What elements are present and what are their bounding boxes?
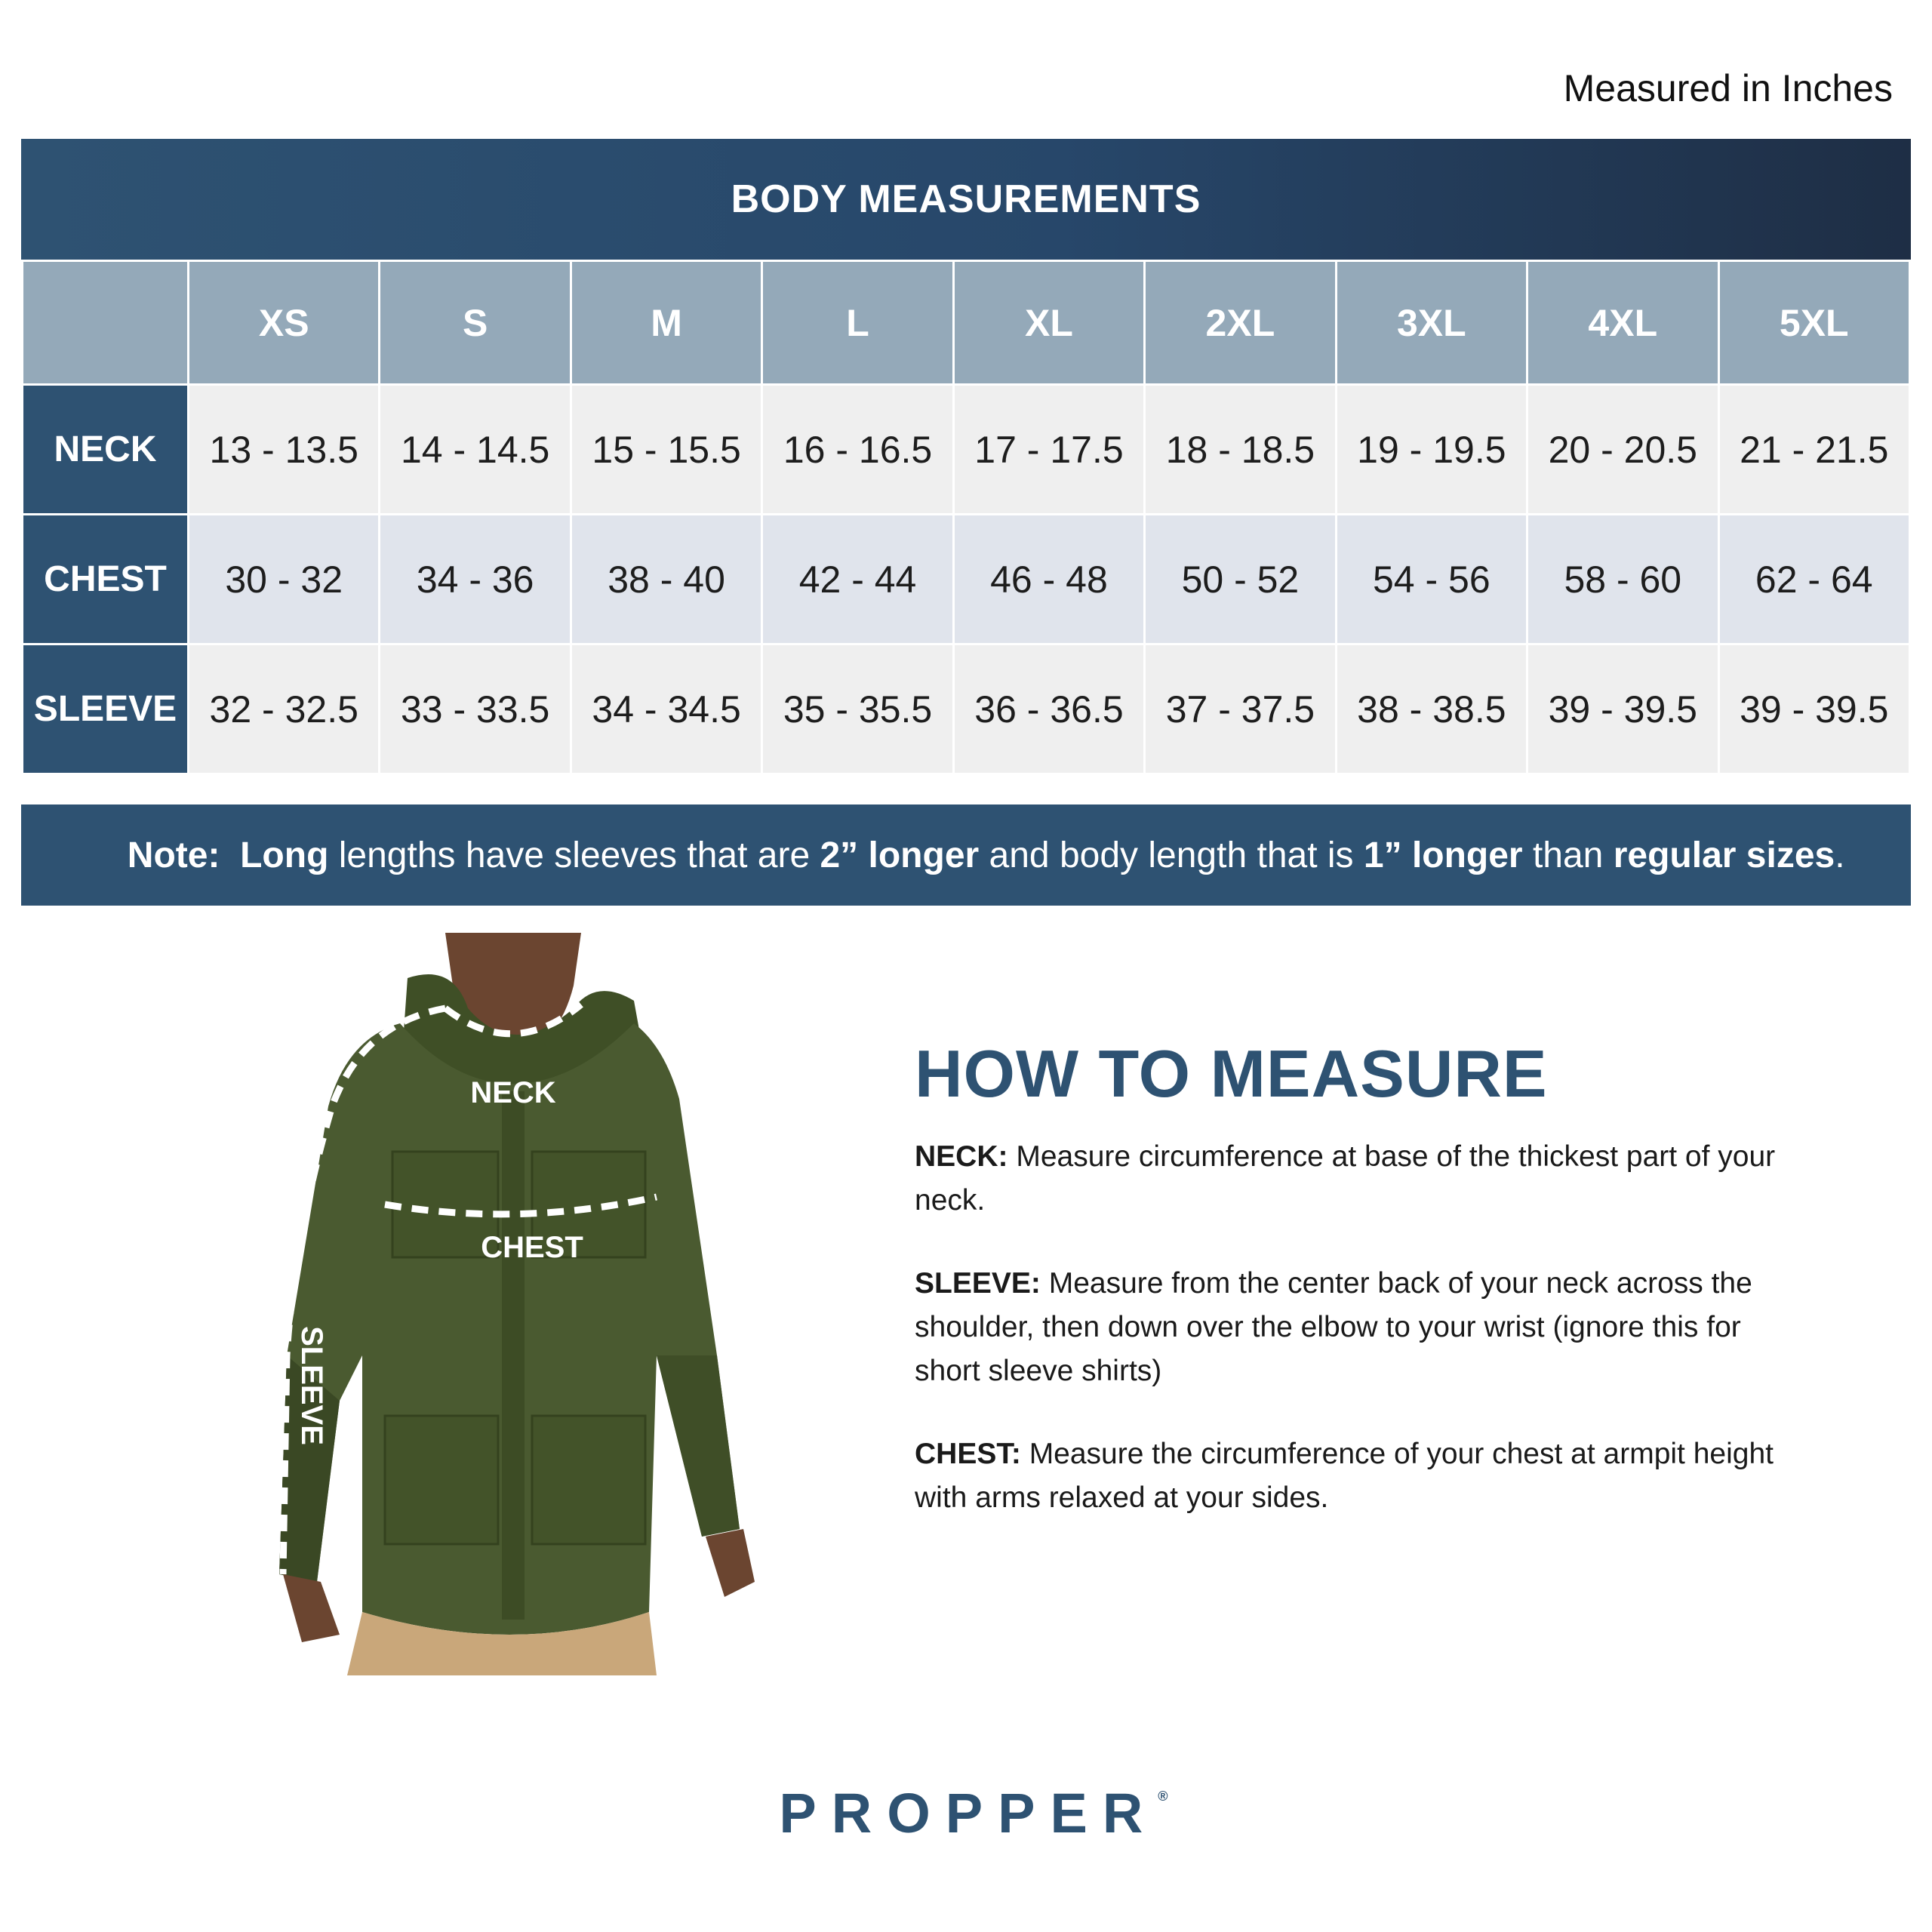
instruction-term: SLEEVE: bbox=[915, 1267, 1041, 1300]
size-header-row bbox=[23, 261, 1910, 385]
chest-instruction bbox=[915, 1432, 1813, 1520]
table-cell: 30 - 32 bbox=[189, 515, 380, 645]
note-long: Long bbox=[240, 835, 329, 875]
note-sleeve-extra: 2” longer bbox=[820, 835, 980, 875]
table-cell: 35 - 35.5 bbox=[762, 645, 953, 774]
table-cell: 34 - 34.5 bbox=[571, 645, 761, 774]
chest-label: CHEST bbox=[481, 1231, 583, 1264]
size-header: 4XL bbox=[1527, 261, 1718, 385]
table-row-chest bbox=[23, 515, 1910, 645]
jacket-figure bbox=[272, 933, 770, 1675]
jacket-placket bbox=[502, 1091, 525, 1620]
table-cell: 13 - 13.5 bbox=[189, 385, 380, 515]
note-regular: regular sizes bbox=[1613, 835, 1835, 875]
table-cell: 16 - 16.5 bbox=[762, 385, 953, 515]
size-table bbox=[21, 260, 1911, 775]
sleeve-instruction bbox=[915, 1262, 1813, 1393]
note-text: lengths have sleeves that are bbox=[338, 835, 811, 875]
size-header: 2XL bbox=[1145, 261, 1336, 385]
note-prefix: Note: bbox=[127, 835, 220, 875]
table-cell: 33 - 33.5 bbox=[380, 645, 571, 774]
table-cell: 36 - 36.5 bbox=[953, 645, 1144, 774]
jacket-shadow bbox=[657, 1355, 740, 1537]
note-text: than bbox=[1532, 835, 1604, 875]
sleeve-label: SLEEVE bbox=[295, 1326, 328, 1445]
size-header: XL bbox=[953, 261, 1144, 385]
lower-pocket bbox=[532, 1416, 645, 1544]
instruction-term: CHEST: bbox=[915, 1438, 1021, 1470]
table-cell: 34 - 36 bbox=[380, 515, 571, 645]
size-header: XS bbox=[189, 261, 380, 385]
table-cell: 38 - 38.5 bbox=[1336, 645, 1527, 774]
table-row-sleeve bbox=[23, 645, 1910, 774]
lower-pocket bbox=[385, 1416, 498, 1544]
row-header-neck: NECK bbox=[23, 385, 189, 515]
table-cell: 32 - 32.5 bbox=[189, 645, 380, 774]
note-text: . bbox=[1835, 835, 1845, 875]
size-header: M bbox=[571, 261, 761, 385]
table-title: BODY MEASUREMENTS bbox=[21, 139, 1911, 260]
note-banner bbox=[21, 804, 1911, 906]
table-cell: 42 - 44 bbox=[762, 515, 953, 645]
row-header-sleeve: SLEEVE bbox=[23, 645, 189, 774]
brand-name: PROPPER bbox=[779, 1782, 1158, 1844]
instruction-text: Measure circumference at base of the thickest part of your neck. bbox=[915, 1140, 1776, 1217]
instruction-text: Measure from the center back of your neck across the shoulder, then down over the elbow to your wrist (ignore this for short sleeve shirts) bbox=[915, 1267, 1752, 1387]
table-cell: 62 - 64 bbox=[1718, 515, 1910, 645]
size-header: L bbox=[762, 261, 953, 385]
note-text: and body length that is bbox=[989, 835, 1354, 875]
table-cell: 50 - 52 bbox=[1145, 515, 1336, 645]
table-cell: 37 - 37.5 bbox=[1145, 645, 1336, 774]
table-cell: 54 - 56 bbox=[1336, 515, 1527, 645]
how-to-measure bbox=[915, 1035, 1813, 1559]
brand-logo bbox=[770, 1781, 1177, 1845]
corner-cell bbox=[23, 261, 189, 385]
brand-registered-mark: ® bbox=[1158, 1789, 1168, 1804]
table-cell: 14 - 14.5 bbox=[380, 385, 571, 515]
instruction-term: NECK: bbox=[915, 1140, 1008, 1173]
note-body-extra: 1” longer bbox=[1363, 835, 1523, 875]
size-header: 3XL bbox=[1336, 261, 1527, 385]
table-cell: 17 - 17.5 bbox=[953, 385, 1144, 515]
neck-label: NECK bbox=[470, 1076, 556, 1109]
table-cell: 19 - 19.5 bbox=[1336, 385, 1527, 515]
table-cell: 38 - 40 bbox=[571, 515, 761, 645]
units-label: Measured in Inches bbox=[1563, 67, 1893, 109]
table-cell: 18 - 18.5 bbox=[1145, 385, 1336, 515]
table-cell: 15 - 15.5 bbox=[571, 385, 761, 515]
table-cell: 39 - 39.5 bbox=[1527, 645, 1718, 774]
table-cell: 58 - 60 bbox=[1527, 515, 1718, 645]
neck-instruction bbox=[915, 1135, 1813, 1223]
table-cell: 20 - 20.5 bbox=[1527, 385, 1718, 515]
table-cell: 21 - 21.5 bbox=[1718, 385, 1910, 515]
size-chart bbox=[21, 139, 1911, 775]
how-to-title: HOW TO MEASURE bbox=[915, 1036, 1548, 1111]
instruction-text: Measure the circumference of your chest at armpit height with arms relaxed at your sides. bbox=[915, 1438, 1774, 1514]
size-header: 5XL bbox=[1718, 261, 1910, 385]
table-cell: 46 - 48 bbox=[953, 515, 1144, 645]
table-cell: 39 - 39.5 bbox=[1718, 645, 1910, 774]
right-hand bbox=[706, 1529, 755, 1597]
left-hand bbox=[283, 1574, 340, 1642]
row-header-chest: CHEST bbox=[23, 515, 189, 645]
table-row-neck bbox=[23, 385, 1910, 515]
size-header: S bbox=[380, 261, 571, 385]
